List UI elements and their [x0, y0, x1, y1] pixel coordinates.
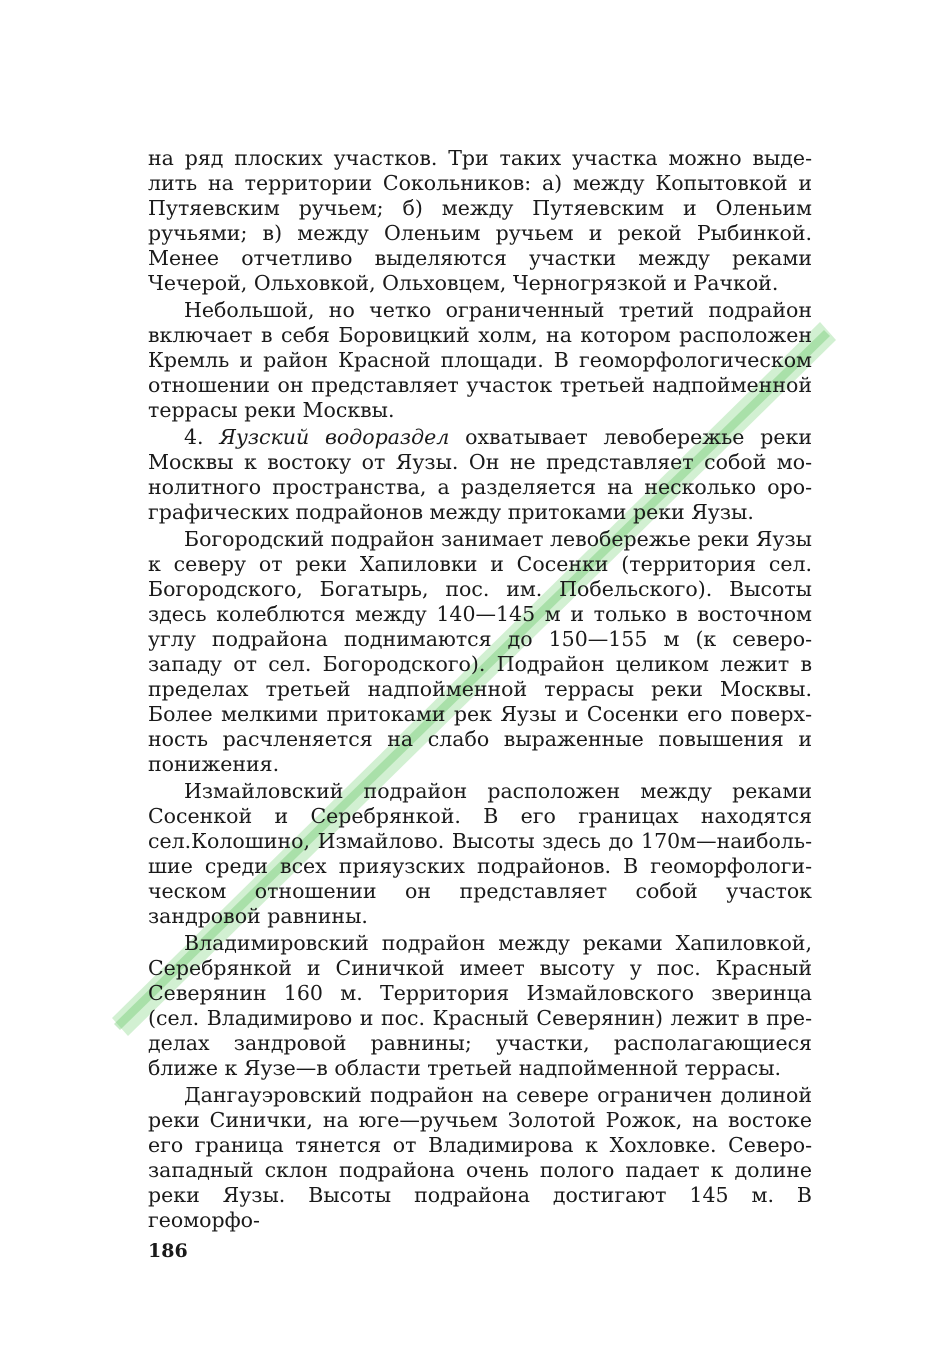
paragraph: [148, 298, 812, 423]
paragraph-text: Измайловский подрайон расположен между реками Сосенкой и Серебрянкой. В его границах находятся сел.Колошино, Измайлово. Высоты здесь до 170м—наибольшие среди всех прияузских подрайонов. В геоморфологическом отношении он представляет собой участок зандровой равнины.: [148, 779, 812, 928]
paragraph-text: 4.: [184, 425, 220, 449]
paragraph: [148, 931, 812, 1081]
paragraph: [148, 527, 812, 777]
page-number: 186: [148, 1240, 188, 1262]
paragraph-text: Дангауэровский подрайон на севере ограничен долиной реки Синички, на юге—ручьем Золотой Рожок, на востоке его граница тянется от Владимирова к Хохловке. Северозападный склон подрайона очень полого падает к долине реки Яузы. Высоты подрайона достигают 145 м. В геоморфо-: [148, 1083, 812, 1232]
paragraph-text: охватывает левобережье реки Москвы к востоку от Яузы. Он не представляет собой монолитного пространства, а разделяется на несколько орографических подрайонов между притоками реки Яузы.: [148, 425, 812, 524]
paragraph-text: Небольшой, но четко ограниченный третий подрайон включает в себя Боровицкий холм, на котором расположен Кремль и район Красной площади. В геоморфологическом отношении он представляет участок третьей надпойменной террасы реки Москвы.: [148, 298, 812, 422]
paragraph: [148, 146, 812, 296]
body-text: [148, 146, 812, 1235]
section-heading-italic: Яузский водораздел: [219, 425, 450, 449]
paragraph: [148, 779, 812, 929]
paragraph-text: Владимировский подрайон между реками Хапиловкой, Серебрянкой и Синичкой имеет высоту у пос. Красный Северянин 160 м. Территория Измайловского зверинца (сел. Владимирово и пос. Красный Северянин) лежит в пределах зандровой равнины; участки, располагающиеся ближе к Яузе—в области третьей надпойменной террасы.: [148, 931, 812, 1080]
paragraph-text: Богородский подрайон занимает левобережье реки Яузы к северу от реки Хапиловки и Сосенки (территория сел. Богородского, Богатырь, пос. им. Побельского). Высоты здесь колеблются между 140—145 м и только в восточном углу подрайона поднимаются до 150—155 м (к северозападу от сел. Богородского). Подрайон целиком лежит в пределах третьей надпойменной террасы реки Москвы. Более мелкими притоками рек Яузы и Сосенки его поверхность расчленяется на слабо выраженные повышения и понижения.: [148, 527, 812, 776]
paragraph: [148, 1083, 812, 1233]
paragraph: [148, 425, 812, 525]
paragraph-text: на ряд плоских участков. Три таких участка можно выделить на территории Сокольников: а) между Копытовкой и Путяевским ручьем; б) между Путяевским и Оленьим ручьями; в) между Оленьим ручьем и рекой Рыбинкой. Менее отчетливо выделяются участки между реками Чечерой, Ольховкой, Ольховцем, Черногрязкой и Рачкой.: [148, 146, 812, 295]
